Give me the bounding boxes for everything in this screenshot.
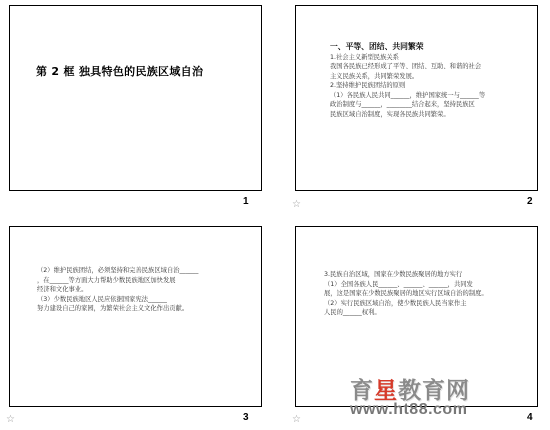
slide-text-line: （2）维护民族团结，必须坚持和完善民族区域自治______: [37, 267, 199, 274]
slide-thumbnail-2[interactable]: [295, 5, 538, 191]
slide-number: 3: [243, 412, 249, 423]
watermark-title: 育星教育网: [350, 378, 470, 404]
slide-text-line: 我国各民族已经形成了平等、团结、互助、和谐的社会: [330, 63, 482, 71]
transition-star-icon: ☆: [292, 414, 301, 425]
slide-body: [37, 266, 257, 314]
slide-body: [324, 270, 534, 318]
slide-body: [330, 42, 535, 120]
transition-star-icon: ☆: [6, 414, 15, 425]
slide-thumbnail-3[interactable]: [9, 226, 262, 407]
slide-text-line: 政治制度与______，________结合起来，坚持民族区: [330, 101, 475, 109]
slide-text-line: 民族区域自治制度，实现各民族共同繁荣。: [330, 111, 450, 119]
slide-text-line: 展，这是国家在少数民族聚居的地区实行区域自治的制度。: [324, 290, 488, 298]
slide-text-line: ，在______等方面大力帮助少数民族地区加快发展: [37, 276, 176, 284]
slide-text-line: （2）实行民族区域自治，使少数民族人民当家作主: [324, 299, 467, 307]
slide-text-line: （1）各民族人民共同______，维护国家统一与______等: [330, 91, 486, 99]
slide-number: 4: [527, 412, 533, 423]
slide-text-line: 1.社会主义新型民族关系: [330, 53, 399, 61]
slide-text-line: 3.民族自治区域，国家在少数民族聚居的地方实行: [324, 271, 463, 278]
slide-title: 第 2 框 独具特色的民族区域自治: [36, 65, 204, 78]
slide-text-line: 2.坚持维护民族团结的原则: [330, 82, 406, 90]
slide-text-line: 经济和文化事业。: [37, 286, 88, 294]
slide-heading: 一、平等、团结、共同繁荣: [330, 42, 424, 51]
slide-number: 1: [243, 196, 249, 207]
watermark-star-char: 星: [374, 378, 398, 404]
slide-text-line: 人民的______权利。: [324, 309, 381, 317]
slide-thumbnail-1[interactable]: [9, 5, 262, 191]
slide-number: 2: [527, 196, 533, 207]
slide-text-line: 努力建设自己的家园，为繁荣社会主义文化作出贡献。: [37, 305, 189, 313]
watermark-url: www.ht88.com: [350, 401, 468, 418]
slide-text-line: 主义民族关系，共同繁荣发展。: [330, 72, 419, 80]
site-watermark: [350, 372, 545, 430]
slide-text-line: （1）全国各族人民______、______、______，共同发: [324, 280, 473, 288]
slide-text-line: （3）少数民族地区人民应依据国家宪法______: [37, 295, 167, 303]
transition-star-icon: ☆: [292, 199, 301, 210]
